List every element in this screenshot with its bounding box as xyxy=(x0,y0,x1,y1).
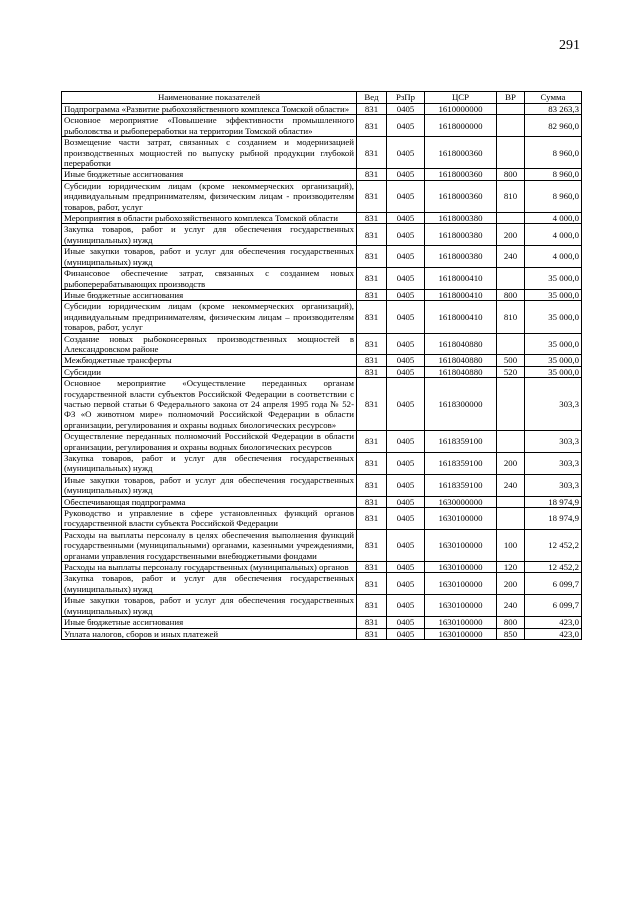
row-ved-cell: 831 xyxy=(357,137,387,169)
row-vr-cell: 810 xyxy=(497,301,525,333)
row-csr-cell: 1630100000 xyxy=(425,573,497,595)
row-name-cell: Иные бюджетные ассигнования xyxy=(62,289,357,300)
row-csr-cell: 1618040880 xyxy=(425,366,497,377)
row-sum-cell: 6 099,7 xyxy=(525,595,582,617)
row-rzpr-cell: 0405 xyxy=(387,289,425,300)
row-ved-cell: 831 xyxy=(357,496,387,507)
row-vr-cell: 800 xyxy=(497,289,525,300)
row-name-cell: Иные бюджетные ассигнования xyxy=(62,617,357,628)
table-row xyxy=(62,453,582,475)
row-rzpr-cell: 0405 xyxy=(387,496,425,507)
row-vr-cell: 240 xyxy=(497,595,525,617)
header-ved: Вед xyxy=(357,92,387,104)
table-row xyxy=(62,355,582,366)
row-name-cell: Иные закупки товаров, работ и услуг для обеспечения государственных (муниципальных) нужд xyxy=(62,246,357,268)
row-vr-cell: 120 xyxy=(497,562,525,573)
row-ved-cell: 831 xyxy=(357,115,387,137)
row-csr-cell: 1618000380 xyxy=(425,224,497,246)
table-row xyxy=(62,104,582,115)
row-rzpr-cell: 0405 xyxy=(387,595,425,617)
row-csr-cell: 1630100000 xyxy=(425,562,497,573)
row-sum-cell: 8 960,0 xyxy=(525,137,582,169)
row-name-cell: Финансовое обеспечение затрат, связанных с созданием новых рыбоперерабатывающих производств xyxy=(62,268,357,290)
row-sum-cell: 35 000,0 xyxy=(525,366,582,377)
row-vr-cell: 500 xyxy=(497,355,525,366)
row-sum-cell: 83 263,3 xyxy=(525,104,582,115)
row-csr-cell: 1618000410 xyxy=(425,289,497,300)
row-ved-cell: 831 xyxy=(357,378,387,431)
row-vr-cell: 850 xyxy=(497,628,525,639)
header-name: Наименование показателей xyxy=(62,92,357,104)
row-rzpr-cell: 0405 xyxy=(387,137,425,169)
table-row xyxy=(62,508,582,530)
row-sum-cell: 18 974,9 xyxy=(525,508,582,530)
row-name-cell: Подпрограмма «Развитие рыбохозяйственного комплекса Томской области» xyxy=(62,104,357,115)
row-csr-cell: 1618000380 xyxy=(425,246,497,268)
row-csr-cell: 1610000000 xyxy=(425,104,497,115)
row-ved-cell: 831 xyxy=(357,289,387,300)
table-row xyxy=(62,595,582,617)
row-name-cell: Обеспечивающая подпрограмма xyxy=(62,496,357,507)
row-rzpr-cell: 0405 xyxy=(387,529,425,561)
row-name-cell: Субсидии юридическим лицам (кроме некоммерческих организаций), индивидуальным предпринимателям, физическим лицам – производителям товаров, работ, услуг xyxy=(62,301,357,333)
row-ved-cell: 831 xyxy=(357,562,387,573)
row-vr-cell: 200 xyxy=(497,453,525,475)
row-sum-cell: 35 000,0 xyxy=(525,333,582,355)
row-vr-cell: 240 xyxy=(497,246,525,268)
row-vr-cell xyxy=(497,268,525,290)
row-name-cell: Закупка товаров, работ и услуг для обеспечения государственных (муниципальных) нужд xyxy=(62,224,357,246)
row-rzpr-cell: 0405 xyxy=(387,115,425,137)
row-name-cell: Закупка товаров, работ и услуг для обеспечения государственных (муниципальных) нужд xyxy=(62,453,357,475)
row-vr-cell: 200 xyxy=(497,573,525,595)
table-row xyxy=(62,169,582,180)
row-csr-cell: 1618359100 xyxy=(425,453,497,475)
row-name-cell: Мероприятия в области рыбохозяйственного комплекса Томской области xyxy=(62,213,357,224)
row-ved-cell: 831 xyxy=(357,169,387,180)
row-name-cell: Иные закупки товаров, работ и услуг для обеспечения государственных (муниципальных) нужд xyxy=(62,474,357,496)
row-sum-cell: 303,3 xyxy=(525,378,582,431)
budget-table xyxy=(61,91,582,640)
row-ved-cell: 831 xyxy=(357,529,387,561)
row-name-cell: Руководство и управление в сфере установленных функций органов государственной власти субъекта Российской Федерации xyxy=(62,508,357,530)
row-csr-cell: 1618000380 xyxy=(425,213,497,224)
table-row xyxy=(62,224,582,246)
row-name-cell: Субсидии юридическим лицам (кроме некоммерческих организаций), индивидуальным предпринимателям, физическим лицам - производителям товаров, работ, услуг xyxy=(62,180,357,212)
table-row xyxy=(62,474,582,496)
row-rzpr-cell: 0405 xyxy=(387,508,425,530)
row-csr-cell: 1618000410 xyxy=(425,301,497,333)
row-name-cell: Иные закупки товаров, работ и услуг для обеспечения государственных (муниципальных) нужд xyxy=(62,595,357,617)
row-name-cell: Расходы на выплаты персоналу в целях обеспечения выполнения функций государственными (муниципальными) органами, казенными учреждениями, органами управления государственными внебюджетными фондами xyxy=(62,529,357,561)
row-vr-cell: 800 xyxy=(497,169,525,180)
row-sum-cell: 303,3 xyxy=(525,431,582,453)
row-name-cell: Уплата налогов, сборов и иных платежей xyxy=(62,628,357,639)
table-row xyxy=(62,617,582,628)
row-ved-cell: 831 xyxy=(357,474,387,496)
row-name-cell: Основное мероприятие «Повышение эффективности промышленного рыболовства и рыбопереработки на территории Томской области» xyxy=(62,115,357,137)
row-ved-cell: 831 xyxy=(357,301,387,333)
row-rzpr-cell: 0405 xyxy=(387,453,425,475)
row-csr-cell: 1630100000 xyxy=(425,508,497,530)
row-sum-cell: 303,3 xyxy=(525,474,582,496)
row-ved-cell: 831 xyxy=(357,366,387,377)
row-name-cell: Основное мероприятие «Осуществление переданных органам государственной власти субъектов Российской Федерации в соответствии с частью первой статьи 6 Федерального закона от 24 апреля 1995 года № 52-ФЗ «О животном мире» полномочий Российской Федерации в области организации, регулирования и охраны водных биологических ресурсов» xyxy=(62,378,357,431)
row-csr-cell: 1618040880 xyxy=(425,355,497,366)
row-vr-cell xyxy=(497,431,525,453)
row-csr-cell: 1618000410 xyxy=(425,268,497,290)
row-csr-cell: 1630000000 xyxy=(425,496,497,507)
row-csr-cell: 1630100000 xyxy=(425,529,497,561)
row-csr-cell: 1618040880 xyxy=(425,333,497,355)
row-rzpr-cell: 0405 xyxy=(387,268,425,290)
table-row xyxy=(62,378,582,431)
table-row xyxy=(62,289,582,300)
row-csr-cell: 1618000000 xyxy=(425,115,497,137)
table-row xyxy=(62,562,582,573)
row-csr-cell: 1618359100 xyxy=(425,474,497,496)
table-row xyxy=(62,268,582,290)
table-row xyxy=(62,573,582,595)
row-rzpr-cell: 0405 xyxy=(387,355,425,366)
row-sum-cell: 12 452,2 xyxy=(525,562,582,573)
row-ved-cell: 831 xyxy=(357,431,387,453)
row-sum-cell: 8 960,0 xyxy=(525,180,582,212)
header-sum: Сумма xyxy=(525,92,582,104)
table-row xyxy=(62,431,582,453)
row-sum-cell: 4 000,0 xyxy=(525,224,582,246)
row-sum-cell: 35 000,0 xyxy=(525,289,582,300)
table-body xyxy=(62,104,582,640)
row-sum-cell: 423,0 xyxy=(525,628,582,639)
row-ved-cell: 831 xyxy=(357,246,387,268)
row-rzpr-cell: 0405 xyxy=(387,104,425,115)
row-rzpr-cell: 0405 xyxy=(387,562,425,573)
row-sum-cell: 35 000,0 xyxy=(525,301,582,333)
row-rzpr-cell: 0405 xyxy=(387,180,425,212)
row-csr-cell: 1630100000 xyxy=(425,595,497,617)
row-ved-cell: 831 xyxy=(357,628,387,639)
row-vr-cell xyxy=(497,508,525,530)
row-name-cell: Осуществление переданных полномочий Российской Федерации в области организации, регулирования и охраны водных биологических ресурсов xyxy=(62,431,357,453)
row-sum-cell: 35 000,0 xyxy=(525,268,582,290)
row-vr-cell xyxy=(497,496,525,507)
row-csr-cell: 1618300000 xyxy=(425,378,497,431)
row-rzpr-cell: 0405 xyxy=(387,474,425,496)
row-name-cell: Создание новых рыбоконсервных производственных мощностей в Александровском районе xyxy=(62,333,357,355)
row-vr-cell: 800 xyxy=(497,617,525,628)
row-ved-cell: 831 xyxy=(357,180,387,212)
row-name-cell: Межбюджетные трансферты xyxy=(62,355,357,366)
row-csr-cell: 1618359100 xyxy=(425,431,497,453)
table-row xyxy=(62,628,582,639)
row-sum-cell: 423,0 xyxy=(525,617,582,628)
row-csr-cell: 1618000360 xyxy=(425,137,497,169)
row-vr-cell xyxy=(497,115,525,137)
row-csr-cell: 1630100000 xyxy=(425,617,497,628)
row-vr-cell xyxy=(497,213,525,224)
row-rzpr-cell: 0405 xyxy=(387,366,425,377)
row-vr-cell: 200 xyxy=(497,224,525,246)
row-rzpr-cell: 0405 xyxy=(387,213,425,224)
row-csr-cell: 1618000360 xyxy=(425,169,497,180)
table-row xyxy=(62,529,582,561)
row-rzpr-cell: 0405 xyxy=(387,246,425,268)
row-rzpr-cell: 0405 xyxy=(387,628,425,639)
row-name-cell: Субсидии xyxy=(62,366,357,377)
row-name-cell: Иные бюджетные ассигнования xyxy=(62,169,357,180)
table-header-row xyxy=(62,92,582,104)
row-name-cell: Расходы на выплаты персоналу государственных (муниципальных) органов xyxy=(62,562,357,573)
row-ved-cell: 831 xyxy=(357,104,387,115)
row-rzpr-cell: 0405 xyxy=(387,617,425,628)
row-vr-cell: 240 xyxy=(497,474,525,496)
row-rzpr-cell: 0405 xyxy=(387,224,425,246)
row-sum-cell: 18 974,9 xyxy=(525,496,582,507)
row-sum-cell: 12 452,2 xyxy=(525,529,582,561)
row-vr-cell xyxy=(497,378,525,431)
row-ved-cell: 831 xyxy=(357,268,387,290)
table-row xyxy=(62,180,582,212)
row-vr-cell xyxy=(497,104,525,115)
row-sum-cell: 35 000,0 xyxy=(525,355,582,366)
table-row xyxy=(62,115,582,137)
table-row xyxy=(62,301,582,333)
table-row xyxy=(62,213,582,224)
table-row xyxy=(62,496,582,507)
row-csr-cell: 1618000360 xyxy=(425,180,497,212)
row-ved-cell: 831 xyxy=(357,333,387,355)
row-ved-cell: 831 xyxy=(357,224,387,246)
row-sum-cell: 303,3 xyxy=(525,453,582,475)
row-rzpr-cell: 0405 xyxy=(387,378,425,431)
row-ved-cell: 831 xyxy=(357,573,387,595)
table-row xyxy=(62,333,582,355)
row-sum-cell: 4 000,0 xyxy=(525,213,582,224)
row-rzpr-cell: 0405 xyxy=(387,333,425,355)
page-number: 291 xyxy=(559,38,580,53)
row-rzpr-cell: 0405 xyxy=(387,301,425,333)
row-csr-cell: 1630100000 xyxy=(425,628,497,639)
row-name-cell: Закупка товаров, работ и услуг для обеспечения государственных (муниципальных) нужд xyxy=(62,573,357,595)
row-sum-cell: 6 099,7 xyxy=(525,573,582,595)
row-vr-cell: 810 xyxy=(497,180,525,212)
row-sum-cell: 82 960,0 xyxy=(525,115,582,137)
row-vr-cell: 100 xyxy=(497,529,525,561)
row-vr-cell xyxy=(497,333,525,355)
row-ved-cell: 831 xyxy=(357,453,387,475)
table-row xyxy=(62,137,582,169)
row-ved-cell: 831 xyxy=(357,595,387,617)
row-vr-cell xyxy=(497,137,525,169)
row-ved-cell: 831 xyxy=(357,213,387,224)
row-ved-cell: 831 xyxy=(357,508,387,530)
row-rzpr-cell: 0405 xyxy=(387,169,425,180)
row-sum-cell: 8 960,0 xyxy=(525,169,582,180)
table-row xyxy=(62,366,582,377)
row-sum-cell: 4 000,0 xyxy=(525,246,582,268)
row-rzpr-cell: 0405 xyxy=(387,573,425,595)
row-ved-cell: 831 xyxy=(357,617,387,628)
table-row xyxy=(62,246,582,268)
header-rzpr: РзПр xyxy=(387,92,425,104)
header-vr: ВР xyxy=(497,92,525,104)
row-rzpr-cell: 0405 xyxy=(387,431,425,453)
header-csr: ЦСР xyxy=(425,92,497,104)
row-ved-cell: 831 xyxy=(357,355,387,366)
row-name-cell: Возмещение части затрат, связанных с созданием и модернизацией производственных мощностей по выпуску рыбной продукции глубокой переработки xyxy=(62,137,357,169)
row-vr-cell: 520 xyxy=(497,366,525,377)
